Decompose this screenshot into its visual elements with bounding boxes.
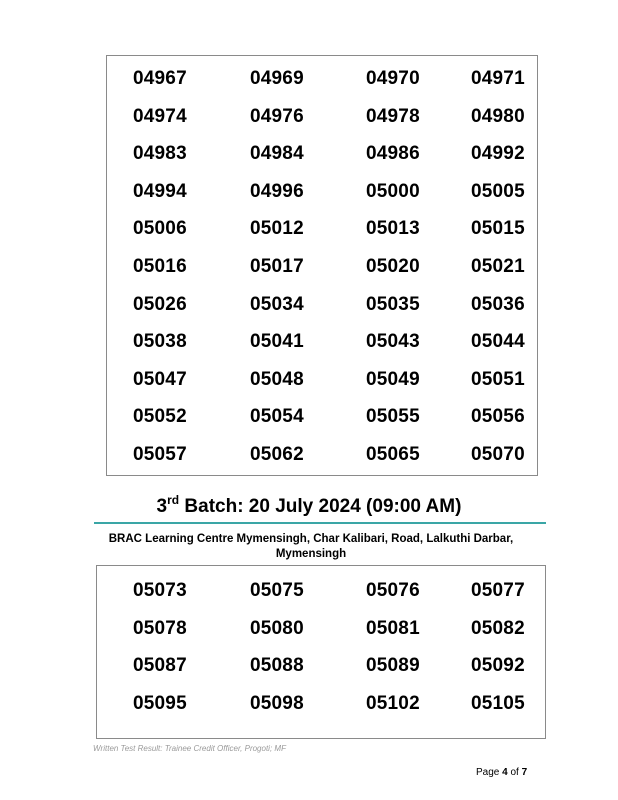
table-row [107, 253, 537, 281]
page-current: 4 [502, 767, 508, 778]
roll-number: 04974 [133, 105, 187, 127]
roll-number: 04967 [133, 68, 187, 89]
table-row [107, 103, 537, 131]
roll-number: 05077 [471, 580, 525, 601]
roll-number: 04971 [471, 68, 525, 89]
roll-number: 05038 [133, 331, 187, 353]
roll-number: 05034 [250, 293, 304, 315]
roll-number: 05055 [366, 406, 420, 428]
table-row [107, 291, 537, 319]
batch-date: Batch: 20 July 2024 (09:00 AM) [179, 496, 462, 517]
roll-number: 05000 [366, 180, 420, 202]
roll-number: 04976 [250, 105, 304, 127]
roll-number: 04992 [471, 143, 525, 165]
roll-number: 05051 [471, 368, 525, 390]
roll-number: 05102 [366, 692, 420, 714]
table-row [107, 140, 537, 168]
table-row [107, 215, 537, 243]
roll-number: 05013 [366, 218, 420, 240]
roll-number: 05075 [250, 580, 304, 601]
roll-number: 04978 [366, 105, 420, 127]
roll-number: 05078 [133, 617, 187, 639]
roll-number: 05006 [133, 218, 187, 240]
roll-number: 04996 [250, 180, 304, 202]
batch-heading [0, 494, 618, 520]
roll-number: 05020 [366, 256, 420, 277]
batch-number: 3 [156, 496, 168, 517]
roll-number: 05021 [471, 256, 525, 277]
venue-line-2: Mymensingh [275, 548, 347, 560]
roll-number: 05044 [471, 331, 525, 353]
roll-number: 04970 [366, 68, 420, 89]
roll-number: 05087 [133, 655, 187, 676]
roll-number: 05035 [366, 293, 420, 315]
roll-number: 05081 [366, 617, 420, 639]
footer-note: Written Test Result: Trainee Credit Officer, Progoti; MF [93, 744, 286, 753]
divider-line [94, 522, 546, 524]
roll-number: 05082 [471, 617, 525, 639]
table-row [107, 328, 537, 356]
roll-number: 05080 [250, 617, 304, 639]
roll-number: 05098 [250, 692, 304, 714]
roll-number: 05092 [471, 655, 525, 676]
venue-address [96, 532, 526, 562]
roll-number: 05047 [133, 368, 187, 390]
roll-number: 05105 [471, 692, 525, 714]
roll-table-batch-2 [106, 55, 538, 476]
roll-number: 05095 [133, 692, 187, 714]
page-of: of [507, 767, 522, 778]
batch-ordinal-suffix: rd [167, 493, 180, 507]
roll-number: 05048 [250, 368, 304, 390]
roll-number: 05017 [250, 256, 304, 277]
page-label: Page [476, 767, 503, 778]
roll-number: 04969 [250, 68, 304, 89]
roll-number: 04984 [250, 143, 304, 165]
page-number [476, 767, 527, 778]
roll-number: 05089 [366, 655, 420, 676]
page-total: 7 [521, 767, 528, 778]
table-row [97, 690, 545, 718]
venue-line-1: BRAC Learning Centre Mymensingh, Char Kalibari, Road, Lalkuthi Darbar, [108, 533, 514, 545]
roll-number: 05041 [250, 331, 304, 353]
roll-number: 04983 [133, 143, 187, 165]
roll-number: 05062 [250, 444, 304, 465]
roll-number: 04980 [471, 105, 525, 127]
roll-number: 05057 [133, 444, 187, 465]
roll-number: 05073 [133, 580, 187, 601]
roll-number: 05036 [471, 293, 525, 315]
roll-number: 05043 [366, 331, 420, 353]
roll-number: 04994 [133, 180, 187, 202]
roll-number: 04986 [366, 143, 420, 165]
roll-number: 05088 [250, 655, 304, 676]
roll-number: 05054 [250, 406, 304, 428]
table-row [97, 577, 545, 605]
table-row [107, 65, 537, 93]
table-row [107, 366, 537, 394]
roll-number: 05012 [250, 218, 304, 240]
roll-number: 05016 [133, 256, 187, 277]
table-row [97, 615, 545, 643]
roll-number: 05026 [133, 293, 187, 315]
roll-table-batch-3 [96, 565, 546, 739]
roll-number: 05076 [366, 580, 420, 601]
roll-number: 05065 [366, 444, 420, 465]
roll-number: 05052 [133, 406, 187, 428]
roll-number: 05005 [471, 180, 525, 202]
roll-number: 05049 [366, 368, 420, 390]
table-row [107, 441, 537, 469]
roll-number: 05070 [471, 444, 525, 465]
table-row [107, 403, 537, 431]
roll-number: 05056 [471, 406, 525, 428]
roll-number: 05015 [471, 218, 525, 240]
table-row [107, 178, 537, 206]
table-row [97, 652, 545, 680]
